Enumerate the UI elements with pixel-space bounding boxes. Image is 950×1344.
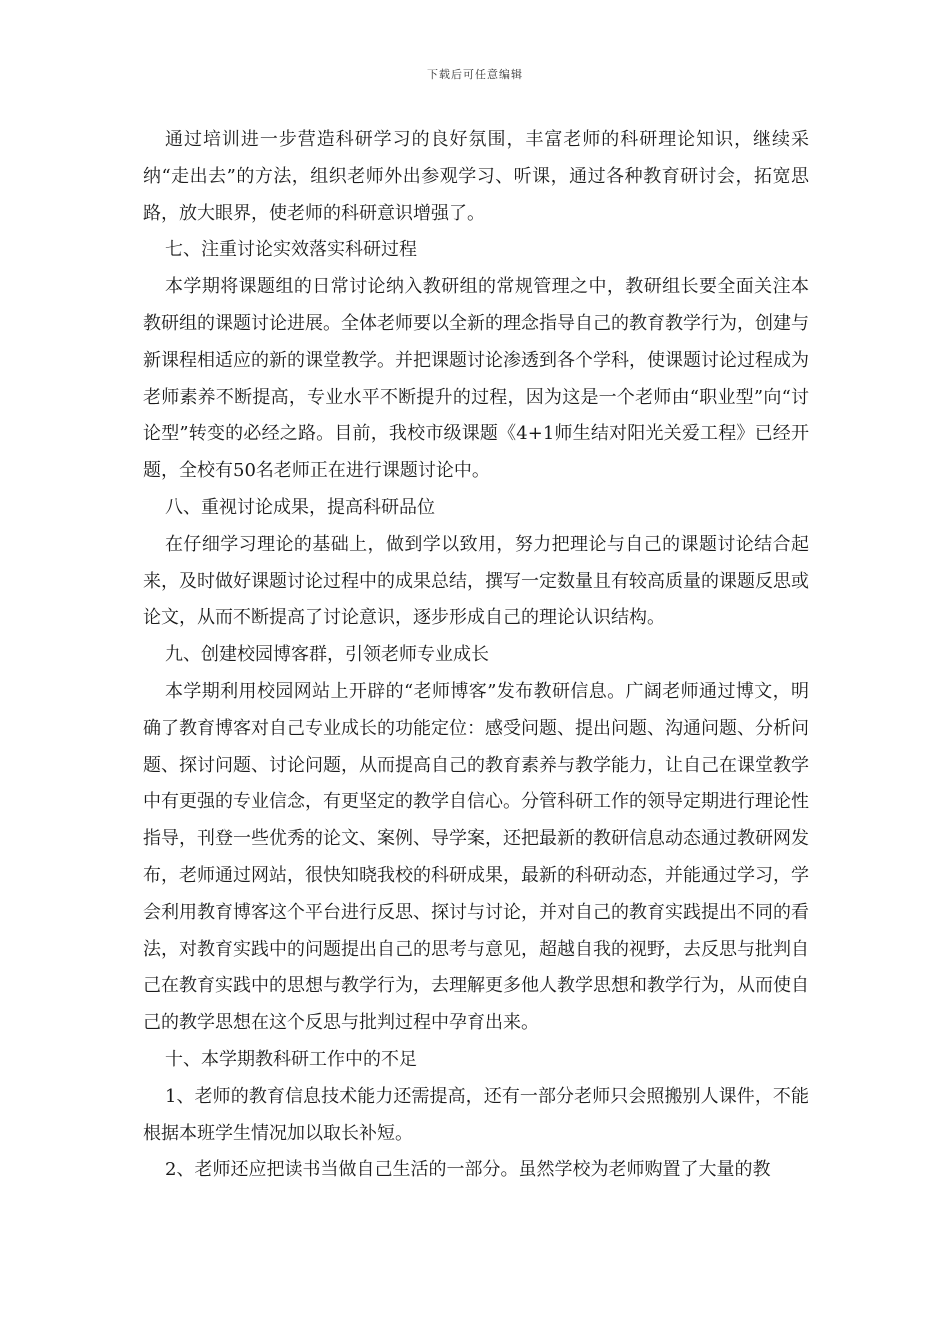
section-heading-8: 八、重视讨论成果，提高科研品位 [165, 496, 435, 518]
section-heading-9: 九、创建校园博客群，引领老师专业成长 [165, 644, 489, 666]
list-item-shortcoming-1: 1、老师的教育信息技术能力还需提高，还有一部分老师只会照搬别人课件，不能根据本班学生情况加以取长补短。 [143, 1085, 809, 1144]
list-item-shortcoming-2: 2、老师还应把读书当做自己生活的一部分。虽然学校为老师购置了大量的教 [165, 1159, 771, 1181]
section-heading-10: 十、本学期教科研工作中的不足 [165, 1048, 417, 1070]
page-header-note: 下载后可任意编辑 [427, 68, 523, 81]
paragraph-section-9: 本学期利用校园网站上开辟的“老师博客”发布教研信息。广阔老师通过博文，明确了教育博客对自己专业成长的功能定位：感受问题、提出问题、沟通问题、分析问题、探讨问题、讨论问题，从而提高自己的教育素养与教学能力，让自己在课堂教学中有更强的专业信念，有更坚定的教学自信心。分管科研工作的领导定期进行理论性指导，刊登一些优秀的论文、案例、导学案，还把最新的教研信息动态通过教研网发布，老师通过网站，很快知晓我校的科研成果，最新的科研动态，并能通过学习，学会利用教育博客这个平台进行反思、探讨与讨论，并对自己的教育实践提出不同的看法，对教育实践中的问题提出自己的思考与意见，超越自我的视野，去反思与批判自己在教育实践中的思想与教学行为，去理解更多他人教学思想和教学行为，从而使自己的教学思想在这个反思与批判过程中孕育出来。 [143, 680, 809, 1034]
document-body [143, 122, 809, 1189]
paragraph-section-8: 在仔细学习理论的基础上，做到学以致用，努力把理论与自己的课题讨论结合起来，及时做好课题讨论过程中的成果总结，撰写一定数量且有较高质量的课题反思或论文，从而不断提高了讨论意识，逐步形成自己的理论认识结构。 [143, 533, 809, 629]
paragraph-training: 通过培训进一步营造科研学习的良好氛围，丰富老师的科研理论知识，继续采纳“走出去”的方法，组织老师外出参观学习、听课，通过各种教育研讨会，拓宽思路，放大眼界，使老师的科研意识增强了。 [143, 129, 809, 224]
section-heading-7: 七、注重讨论实效落实科研过程 [165, 239, 417, 261]
paragraph-section-7: 本学期将课题组的日常讨论纳入教研组的常规管理之中，教研组长要全面关注本教研组的课题讨论进展。全体老师要以全新的理念指导自己的教育教学行为，创建与新课程相适应的新的课堂教学。并把课题讨论渗透到各个学科，使课题讨论过程成为老师素养不断提高，专业水平不断提升的过程，因为这是一个老师由“职业型”向“讨论型”转变的必经之路。目前，我校市级课题《4+1师生结对阳光关爱工程》已经开题，全校有50名老师正在进行课题讨论中。 [143, 276, 809, 482]
